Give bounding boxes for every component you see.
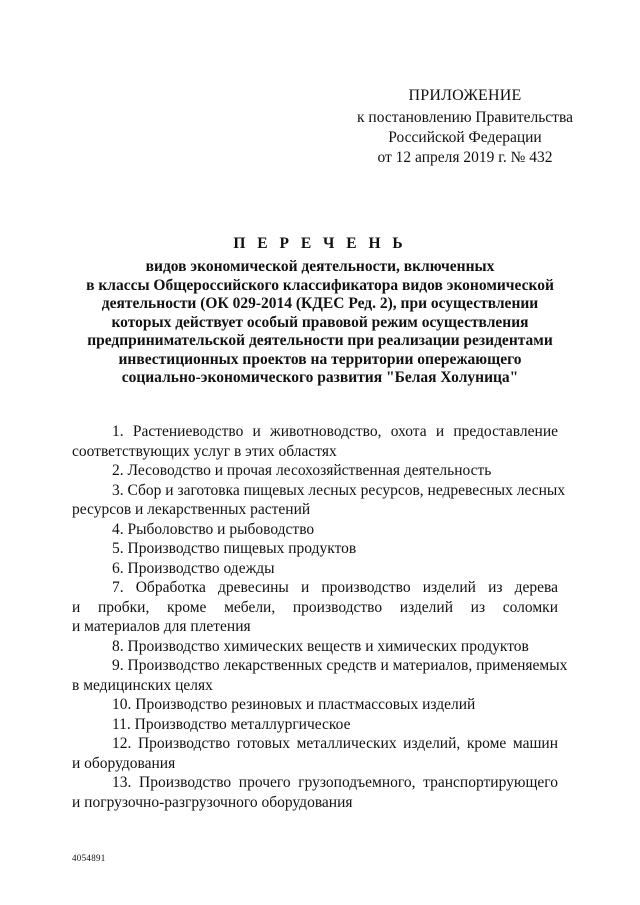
list-item	[72, 637, 558, 657]
document-subtitle	[80, 258, 560, 388]
list-item-line: и материалов для плетения	[72, 618, 251, 635]
list-item	[72, 559, 558, 579]
list-item-line: 9. Производство лекарственных средств и материалов, применяемых	[112, 657, 568, 674]
list-item-line: и оборудования	[72, 754, 176, 772]
list-item	[72, 695, 558, 715]
list-item-line: 11. Производство металлургическое	[112, 715, 351, 733]
subtitle-line: видов экономической деятельности, включенных	[145, 258, 495, 275]
annex-line: от 12 апреля 2019 г. № 432	[377, 149, 553, 166]
list-item-line: в медицинских целях	[72, 676, 213, 694]
list-item-line: 10. Производство резиновых и пластмассовых изделий	[112, 696, 476, 713]
list-item-line: ресурсов и лекарственных растений	[72, 501, 311, 518]
list-item	[72, 481, 566, 520]
list-item-line: и пробки, кроме мебели, производство изделий из соломки	[72, 598, 558, 616]
subtitle-line: социально-экономического развития "Белая Холуница"	[121, 369, 519, 386]
document-number: 4054891	[72, 853, 106, 863]
list-item-line: 1. Растениеводство и животноводство, охота и предоставление	[112, 423, 558, 440]
activity-list	[72, 422, 568, 812]
list-item	[72, 422, 558, 461]
subtitle-line: которых действует особый правовой режим осуществления	[111, 313, 529, 331]
list-item-line: 4. Рыболовство и рыбоводство	[112, 520, 315, 538]
list-item-line: 12. Производство готовых металлических изделий, кроме машин	[112, 735, 558, 752]
list-item-line: 7. Обработка древесины и производство изделий из дерева	[112, 579, 558, 596]
list-item	[72, 734, 558, 773]
list-item	[72, 578, 558, 637]
list-item	[72, 773, 558, 812]
list-item	[72, 520, 558, 540]
list-item-line: 8. Производство химических веществ и химических продуктов	[112, 637, 529, 655]
list-item	[72, 715, 558, 735]
list-item	[72, 656, 568, 695]
list-item-line: 13. Производство прочего грузоподъемного, транспортирующего	[112, 774, 558, 791]
subtitle-line: деятельности (ОК 029-2014 (КДЕС Ред. 2), при осуществлении	[101, 295, 539, 312]
list-item-line: 3. Сбор и заготовка пищевых лесных ресурсов, недревесных лесных	[112, 481, 566, 499]
subtitle-line: в классы Общероссийского классификатора видов экономической	[86, 276, 554, 294]
annex-title: ПРИЛОЖЕНИЕ	[408, 87, 522, 104]
list-item-line: 2. Лесоводство и прочая лесохозяйственная деятельность	[112, 462, 492, 479]
subtitle-line: предпринимательской деятельности при реализации резидентами	[87, 332, 553, 349]
annex-line: Российской Федерации	[388, 129, 542, 146]
list-item-line: соответствующих услуг в этих областях	[72, 442, 337, 460]
list-item-line: и погрузочно-разгрузочного оборудования	[72, 793, 353, 811]
list-item-line: 6. Производство одежды	[112, 559, 275, 577]
subtitle-line: инвестиционных проектов на территории опережающего	[118, 350, 522, 368]
list-item	[72, 539, 558, 559]
annex-line: к постановлению Правительства	[357, 109, 573, 126]
annex-block	[330, 86, 600, 168]
list-item-line: 5. Производство пищевых продуктов	[112, 540, 357, 557]
list-item	[72, 461, 558, 481]
document-title: П Е Р Е Ч Е Н Ь	[233, 235, 407, 252]
document-heading	[80, 232, 560, 388]
